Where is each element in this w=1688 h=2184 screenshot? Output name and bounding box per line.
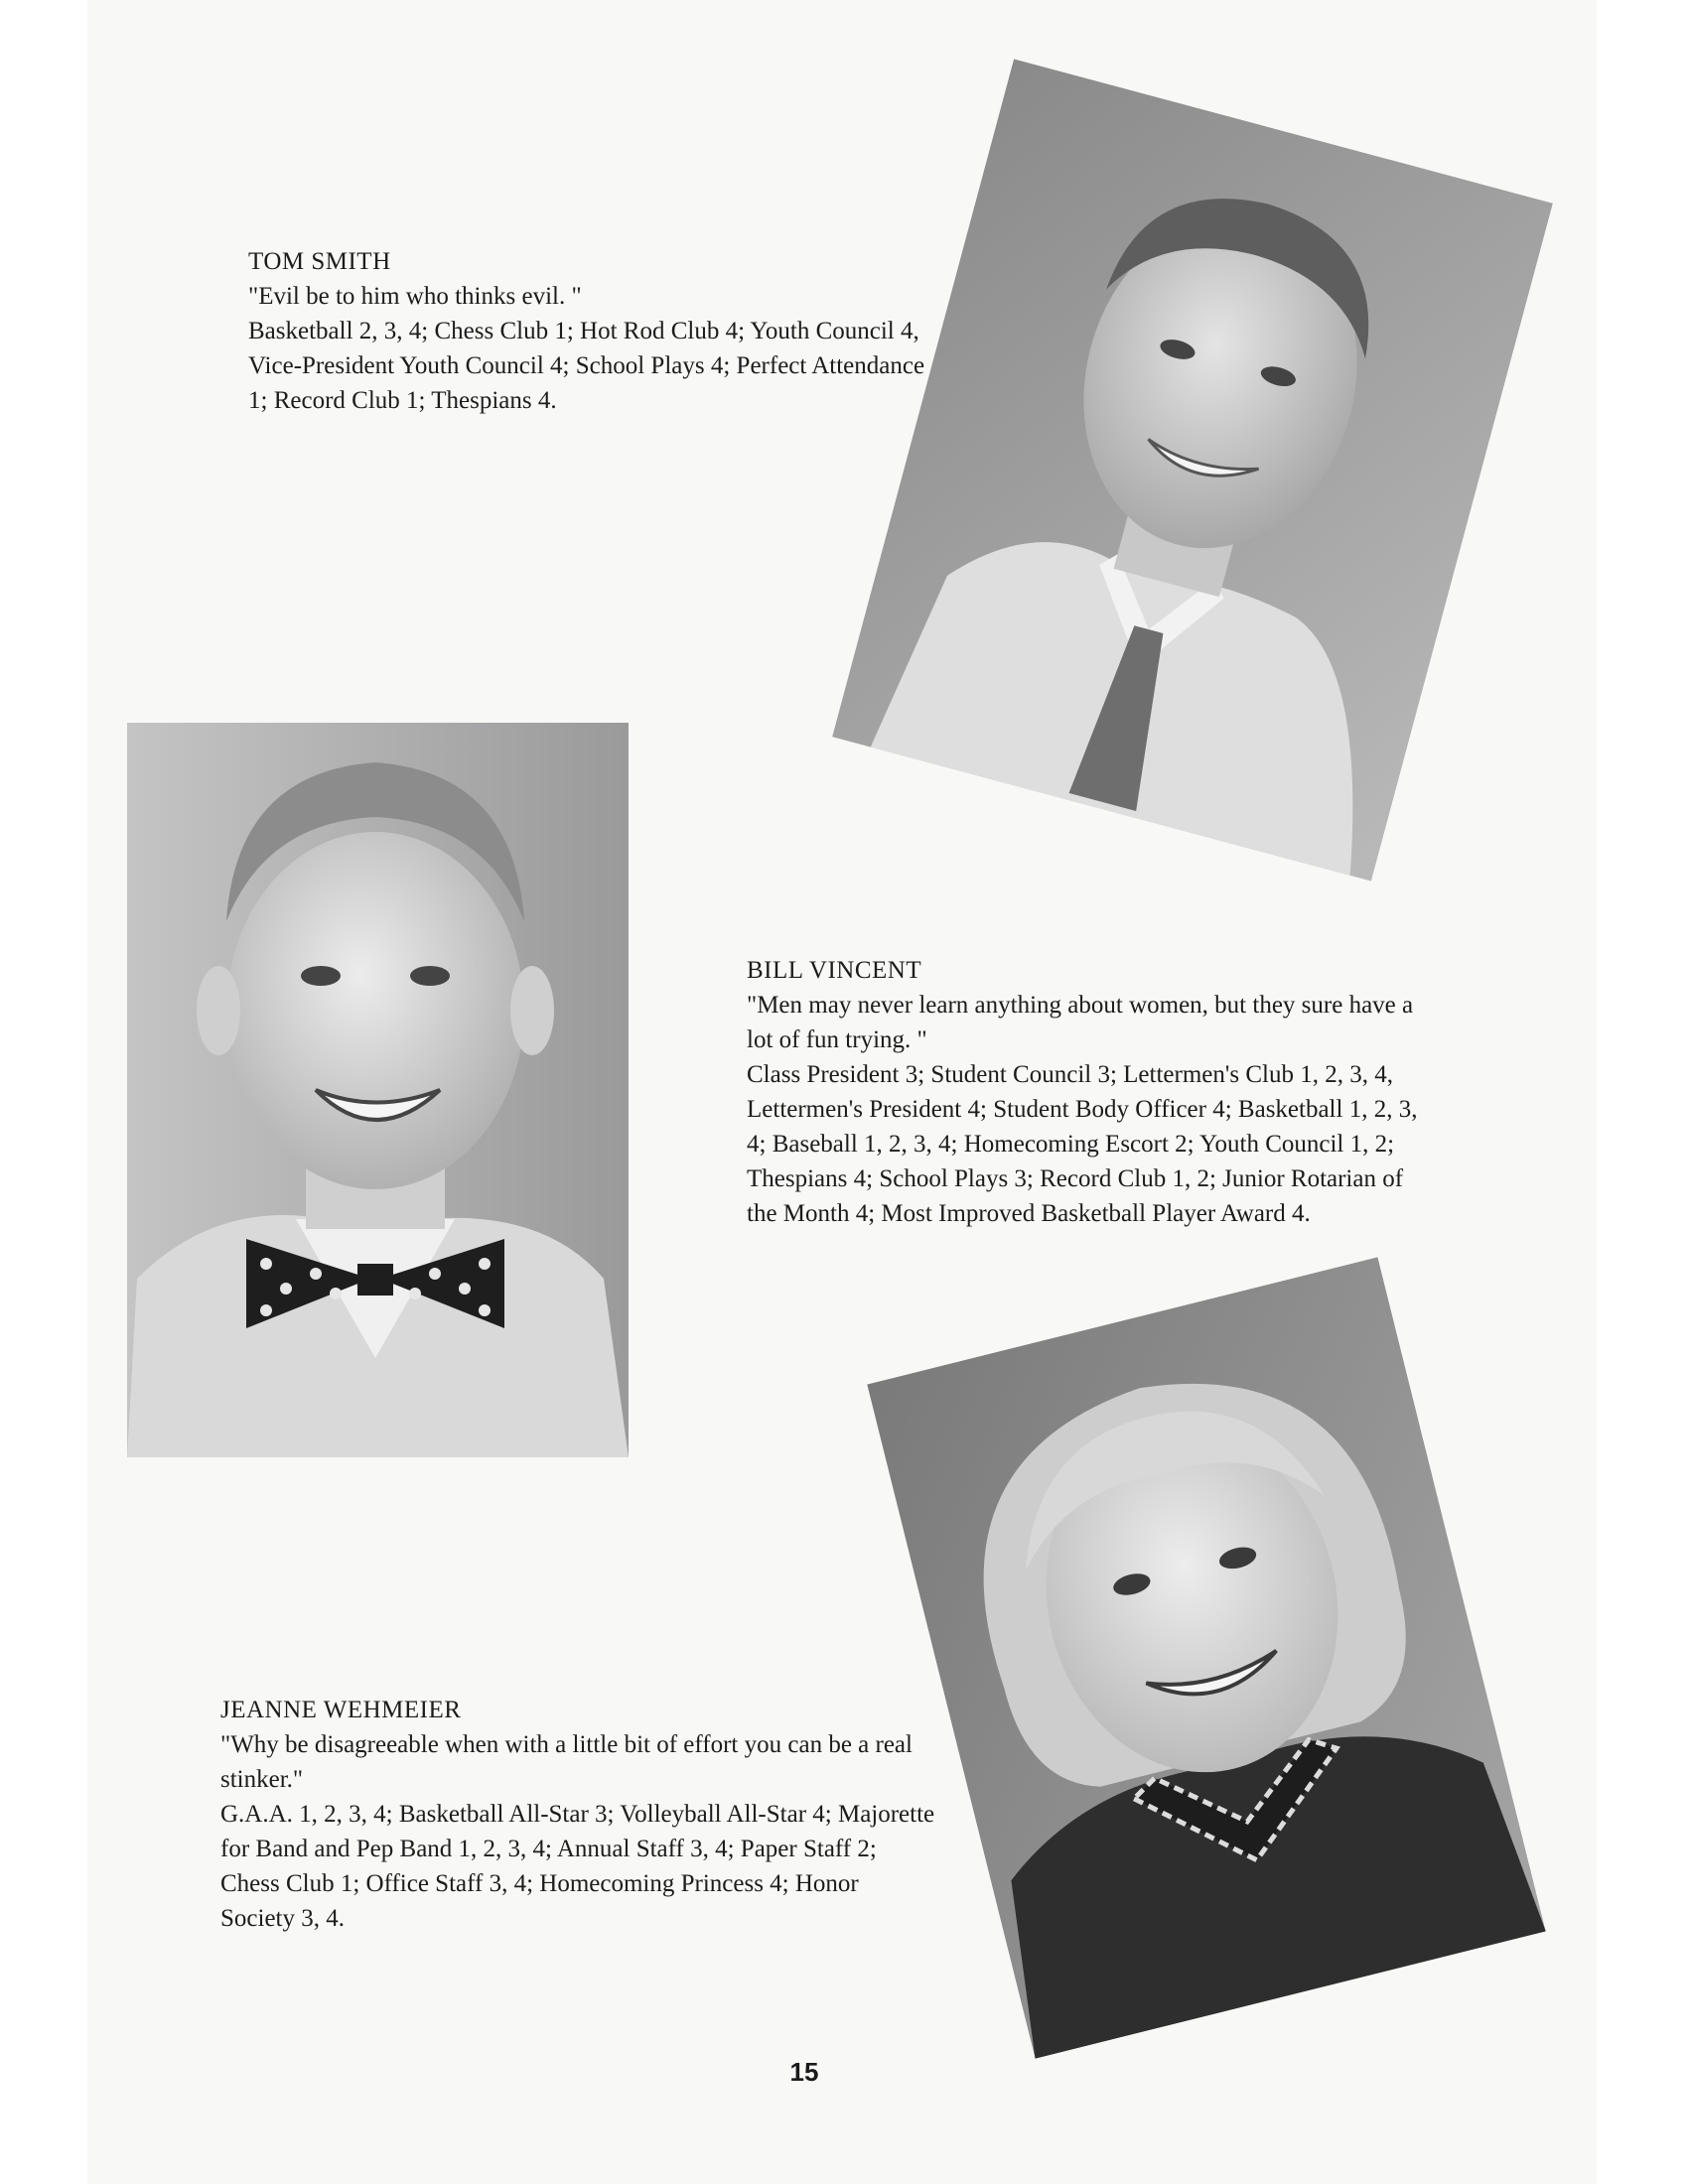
student-quote: "Evil be to him who thinks evil. " bbox=[248, 283, 582, 310]
student-quote: "Men may never learn anything about women, but they sure have a lot of fun trying. " bbox=[747, 992, 1414, 1053]
student-activities: Basketball 2, 3, 4; Chess Club 1; Hot Rod Club 4; Youth Council 4, Vice-President Youth Council 4; School Plays 4; Perfect Attendance 1; Record Club 1; Thespians 4. bbox=[248, 318, 925, 414]
student-name: TOM SMITH bbox=[248, 248, 391, 275]
senior-entry-bill-vincent bbox=[747, 953, 1422, 1231]
student-quote: "Why be disagreeable when with a little bit of effort you can be a real stinker." bbox=[220, 1731, 913, 1793]
portrait-photo-bill-vincent bbox=[127, 723, 629, 1457]
student-activities: G.A.A. 1, 2, 3, 4; Basketball All-Star 3; Volleyball All-Star 4; Majorette for Band and Pep Band 1, 2, 3, 4; Annual Staff 3, 4; Paper Staff 2; Chess Club 1; Office Staff 3, 4; Homecoming Princess 4; Honor Society 3, 4. bbox=[220, 1801, 935, 1932]
student-name: BILL VINCENT bbox=[747, 957, 922, 984]
student-name: JEANNE WEHMEIER bbox=[220, 1697, 462, 1723]
page-number: 15 bbox=[789, 2057, 819, 2087]
student-activities: Class President 3; Student Council 3; Lettermen's Club 1, 2, 3, 4, Lettermen's President 4; Student Body Officer 4; Basketball 1, 2, 3, 4; Baseball 1, 2, 3, 4; Homecoming Escort 2; Youth Council 1, 2; Thespians 4; School Plays 3; Record Club 1, 2; Junior Rotarian of the Month 4; Most Improved Basketball Player Award 4. bbox=[747, 1061, 1418, 1227]
senior-entry-tom-smith bbox=[248, 244, 943, 418]
senior-entry-jeanne-wehmeier bbox=[220, 1693, 935, 1936]
